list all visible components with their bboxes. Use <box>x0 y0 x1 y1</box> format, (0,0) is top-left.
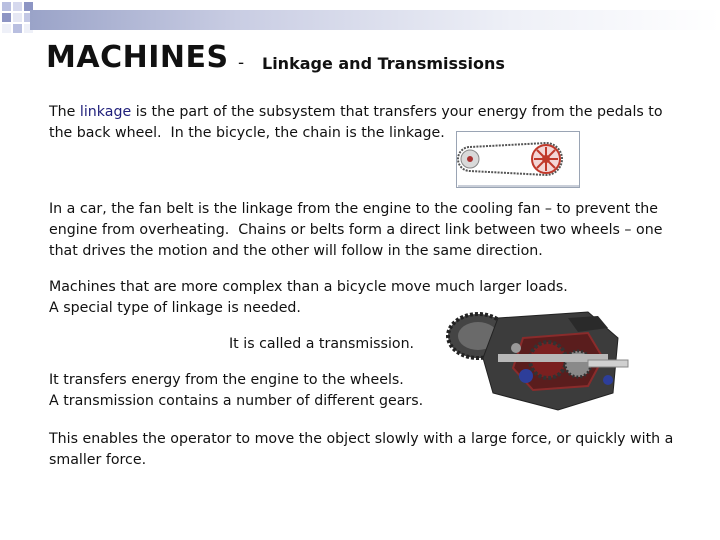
para1-line1-post: is the part of the subsystem that transfers your energy from the pedals to <box>131 104 663 120</box>
bicycle-chain-drive-icon <box>456 131 580 188</box>
para5-line1: It transfers energy from the engine to the wheels. <box>49 372 404 388</box>
para1-line1 <box>49 102 663 123</box>
para6-line1: This enables the operator to move the object slowly with a large force, or quickly with a <box>49 431 674 447</box>
slide-title: MACHINES <box>46 40 229 75</box>
para3-line1: Machines that are more complex than a bicycle move much larger loads. <box>49 279 568 295</box>
para6-line2: smaller force. <box>49 452 147 468</box>
title-separator: - <box>238 53 245 73</box>
para4-line1: It is called a transmission. <box>229 336 415 352</box>
para2-line3: that drives the motion and the other will follow in the same direction. <box>49 243 543 259</box>
slide-subtitle: Linkage and Transmissions <box>262 54 505 73</box>
para1-line2: the back wheel. In the bicycle, the chain is the linkage. <box>49 125 445 141</box>
para1-line1-pre: The <box>49 104 80 120</box>
para2-line1: In a car, the fan belt is the linkage from the engine to the cooling fan – to prevent the <box>49 201 658 217</box>
header-gradient-bar <box>30 10 720 30</box>
para2-line2: engine from overheating. Chains or belts form a direct link between two wheels – one <box>49 222 663 238</box>
para5-line2: A transmission contains a number of different gears. <box>49 393 424 409</box>
para3-line2: A special type of linkage is needed. <box>49 300 301 316</box>
linkage-term: linkage <box>79 104 132 120</box>
gearbox-transmission-icon <box>438 298 638 416</box>
